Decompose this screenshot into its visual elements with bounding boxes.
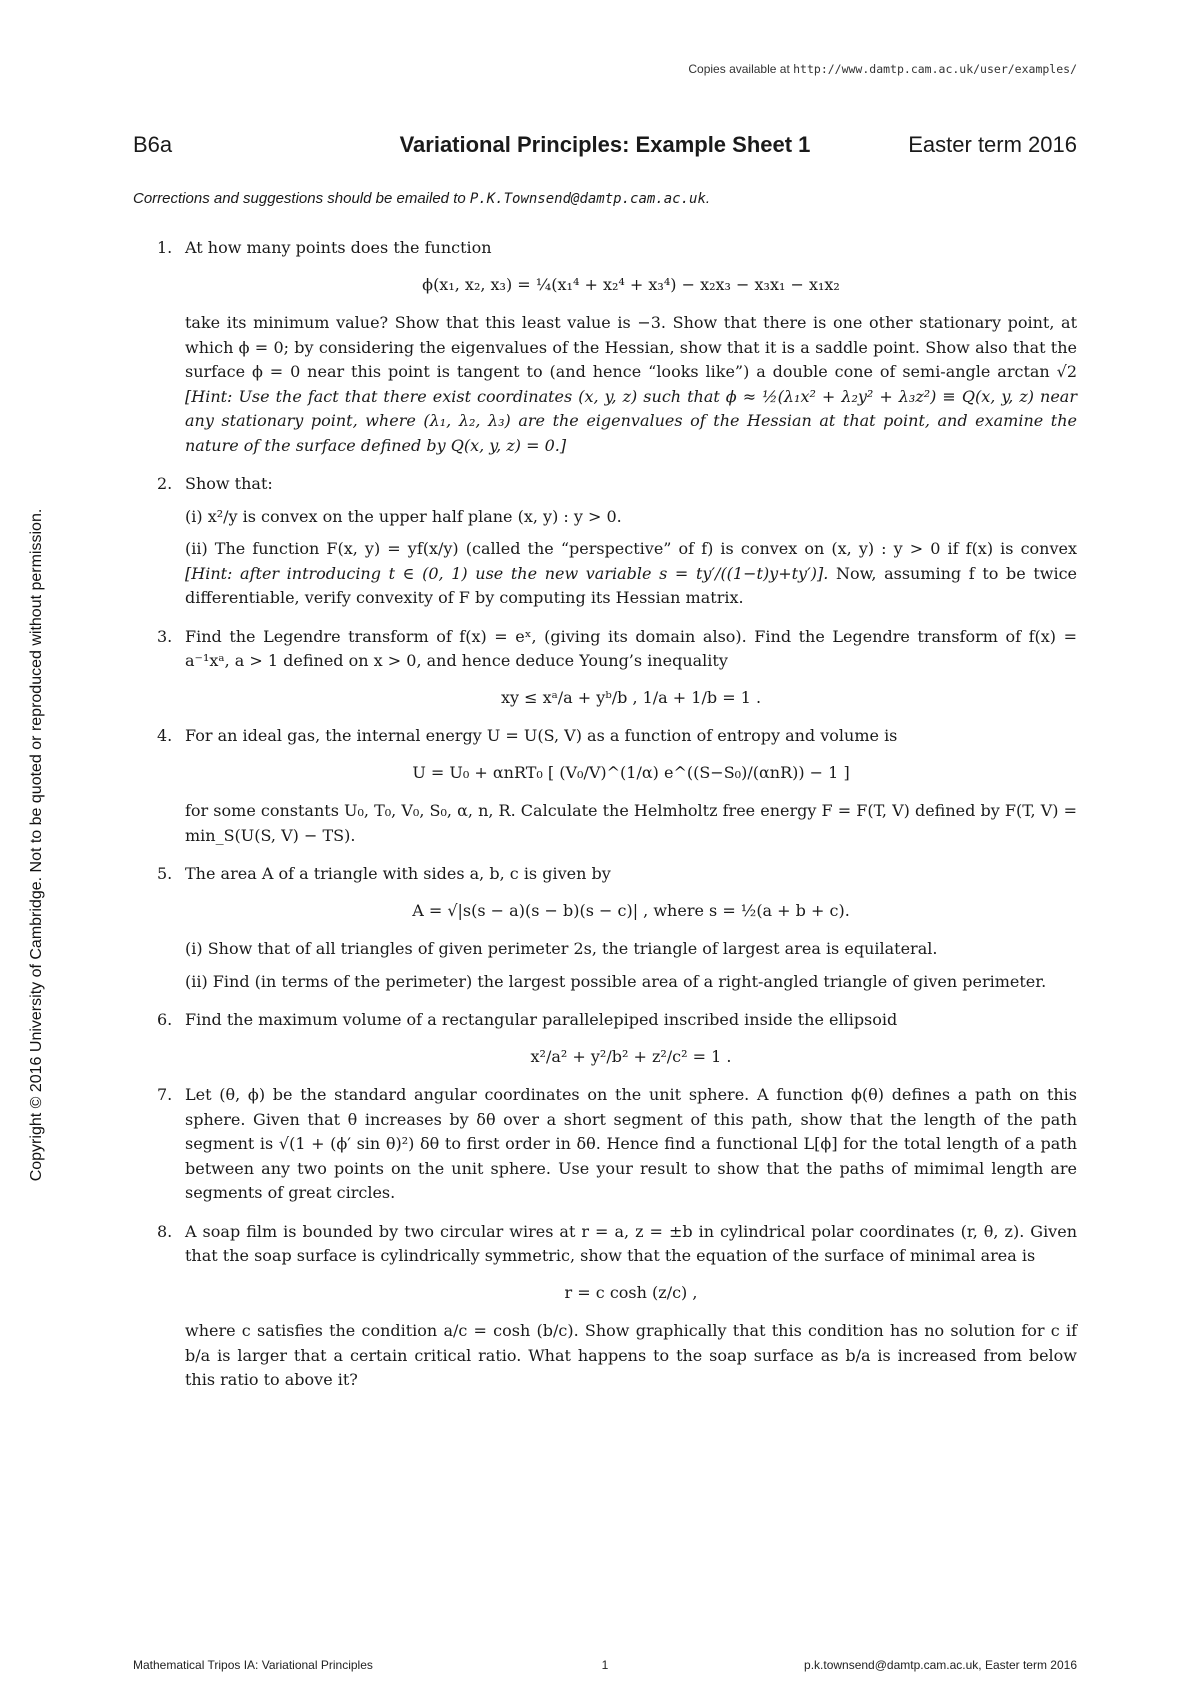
problem-equation: A = √|s(s − a)(s − b)(s − c)| , where s = ½(a + b + c). — [412, 900, 850, 920]
problem-part-ii — [185, 537, 1077, 611]
problem-intro: At how many points does the function — [185, 238, 492, 257]
problem-part-ii: (ii) Find (in terms of the perimeter) the largest possible area of a right-angled triangle of given perimeter. — [185, 971, 1047, 991]
problem-number: 3. — [157, 626, 173, 646]
problem-body-text: take its minimum value? Show that this least value is −3. Show that there is one other stationary point, at which ϕ = 0; by considering the eigenvalues of the Hessian, show that it is a saddle point. Show also that the surface ϕ = 0 near this point is tangent to (and hence “looks like”) a double cone of semi-angle arctan √2 — [185, 313, 1077, 381]
problem-intro: Find the maximum volume of a rectangular parallelepiped inscribed inside the ellipsoid — [185, 1010, 898, 1029]
term-label: Easter term 2016 — [908, 132, 1077, 157]
problem-1 — [133, 236, 1077, 458]
sheet-header — [133, 132, 1077, 162]
problem-3 — [133, 625, 1077, 711]
problem-number: 7. — [157, 1085, 173, 1104]
problem-equation: ϕ(x₁, x₂, x₃) = ¼(x₁⁴ + x₂⁴ + x₃⁴) − x₂x₃ − x₃x₁ − x₁x₂ — [422, 274, 840, 294]
page-footer — [133, 1658, 1077, 1676]
course-code: B6a — [133, 132, 173, 157]
problem-2 — [133, 472, 1077, 611]
problem-hint: [Hint: Use the fact that there exist coordinates (x, y, z) such that ϕ ≈ ½(λ₁x² + λ₂y² + λ₃z²) ≡ Q(x, y, z) near any stationary point, where (λ₁, λ₂, λ₃) are the eigenvalues of the Hessian at that point, and examine the nature of the surface defined by Q(x, y, z) = 0.] — [185, 386, 1077, 455]
corrections-prefix: Corrections and suggestions should be emailed to — [133, 190, 466, 207]
problem-number: 5. — [157, 864, 173, 883]
problem-number: 8. — [157, 1221, 173, 1241]
problem-equation: r = c cosh (z/c) , — [564, 1282, 698, 1302]
problem-7 — [133, 1083, 1077, 1206]
problem-body: where c satisfies the condition a/c = cosh (b/c). Show graphically that this condition has no solution for c if b/a is larger that a certain critical ratio. What happens to the soap surface as b/a is increased from below this ratio to above it? — [185, 1321, 1077, 1389]
problem-equation: xy ≤ xᵃ/a + yᵇ/b , 1/a + 1/b = 1 . — [500, 687, 762, 707]
copies-note — [650, 62, 1077, 76]
problem-equation: x²/a² + y²/b² + z²/c² = 1 . — [530, 1046, 732, 1066]
corrections-email[interactable]: P.K.Townsend@damtp.cam.ac.uk — [469, 191, 706, 207]
problem-part-ii-text: (ii) The function F(x, y) = yf(x/y) (called the “perspective” of f) is convex on (x, y) : y > 0 if f(x) is convex — [185, 539, 1077, 558]
problem-number: 1. — [157, 238, 173, 257]
problem-number: 2. — [157, 474, 173, 493]
copies-url[interactable]: http://www.damtp.cam.ac.uk/user/examples/ — [793, 62, 1077, 76]
corrections-suffix: . — [705, 190, 711, 207]
problem-intro: For an ideal gas, the internal energy U = U(S, V) as a function of entropy and volume is — [185, 726, 898, 745]
problem-intro: A soap film is bounded by two circular wires at r = a, z = ±b in cylindrical polar coordinates (r, θ, z). Given that the soap surface is cylindrically symmetric, show that the equation of the surface of minimal area is — [185, 1221, 1077, 1265]
problem-hint: [Hint: after introducing t ∈ (0, 1) use the new variable s = ty′/((1−t)y+ty′)]. — [185, 563, 829, 583]
side-copyright-wrap — [22, 420, 52, 1270]
problem-part-i: (i) Show that of all triangles of given perimeter 2s, the triangle of largest area is equilateral. — [185, 939, 938, 958]
page-title: Variational Principles: Example Sheet 1 — [399, 132, 811, 157]
problem-part-i: (i) x²/y is convex on the upper half plane (x, y) : y > 0. — [185, 506, 622, 526]
copies-label: Copies available at — [688, 62, 790, 76]
problem-number: 4. — [157, 726, 173, 745]
problem-intro: Find the Legendre transform of f(x) = eˣ, (giving its domain also). Find the Legendre transform of f(x) = a⁻¹xᵃ, a > 1 defined on x > 0, and hence deduce Young’s inequality — [185, 626, 1077, 670]
side-copyright: Copyright © 2016 University of Cambridge. Not to be quoted or reproduced without permission. — [28, 508, 45, 1182]
problem-number: 6. — [157, 1010, 173, 1029]
corrections-note — [133, 190, 1077, 207]
footer-page-number: 1 — [601, 1658, 609, 1672]
problem-intro: The area A of a triangle with sides a, b, c is given by — [185, 864, 611, 883]
problem-list — [133, 236, 1077, 1407]
problem-intro: Show that: — [185, 474, 273, 493]
problem-4 — [133, 724, 1077, 848]
problem-equation: U = U₀ + αnRT₀ [ (V₀/V)^(1/α) e^((S−S₀)/(αnR)) − 1 ] — [412, 762, 850, 782]
problem-body — [185, 311, 1077, 458]
problem-part-ii-cont: Now, assuming f to be twice differentiable, verify convexity of F by computing its Hessian matrix. — [185, 563, 1078, 607]
problem-body: Let (θ, ϕ) be the standard angular coordinates on the unit sphere. A function ϕ(θ) defines a path on this sphere. Given that θ increases by δθ over a short segment of this path, show that the length of the path segment is √(1 + (ϕ′ sin θ)²) δθ to first order in δθ. Hence find a functional L[ϕ] for the total length of a path between any two points on the unit sphere. Use your result to show that the paths of mimimal length are segments of great circles. — [185, 1085, 1077, 1202]
problem-body: for some constants U₀, T₀, V₀, S₀, α, n, R. Calculate the Helmholtz free energy F = F(T, V) defined by F(T, V) = min_S(U(S, V) − TS). — [185, 801, 1077, 845]
footer-contact: p.k.townsend@damtp.cam.ac.uk, Easter term 2016 — [804, 1658, 1077, 1672]
problem-6 — [133, 1008, 1077, 1069]
footer-course: Mathematical Tripos IA: Variational Principles — [133, 1658, 373, 1672]
problem-8 — [133, 1220, 1077, 1393]
problem-5 — [133, 862, 1077, 994]
